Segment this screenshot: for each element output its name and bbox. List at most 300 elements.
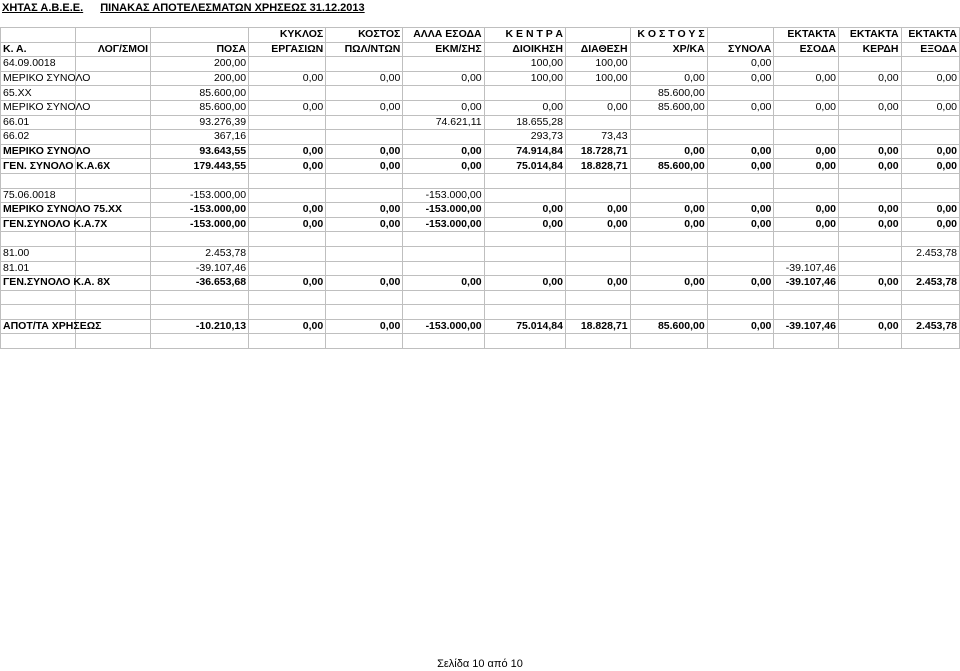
header-cell: ΕΡΓΑΣΙΩΝ [249, 42, 326, 57]
table-cell [630, 188, 707, 203]
table-cell [630, 261, 707, 276]
table-cell [484, 86, 565, 101]
table-cell [484, 173, 565, 188]
table-cell: 85.600,00 [151, 86, 249, 101]
table-cell: 0,00 [326, 71, 403, 86]
table-cell: 200,00 [151, 71, 249, 86]
table-cell: 85.600,00 [630, 100, 707, 115]
table-cell [630, 115, 707, 130]
table-cell [565, 290, 630, 305]
table-cell: 0,00 [403, 71, 484, 86]
header-cell: Κ Ο Σ Τ Ο Υ Σ [630, 28, 707, 43]
table-cell: 0,00 [326, 319, 403, 334]
results-table [0, 27, 960, 349]
table-cell: -10.210,13 [151, 319, 249, 334]
table-cell [326, 130, 403, 145]
table-cell [76, 305, 151, 320]
table-cell [484, 188, 565, 203]
table-cell [774, 290, 839, 305]
table-cell [403, 232, 484, 247]
table-cell: 93.276,39 [151, 115, 249, 130]
table-cell: 0,00 [326, 144, 403, 159]
row-label-cell [1, 290, 76, 305]
header-cell: ΠΟΣΑ [151, 42, 249, 57]
table-cell: -153.000,00 [151, 217, 249, 232]
table-cell [565, 115, 630, 130]
header-cell: ΕΞΟΔΑ [901, 42, 959, 57]
table-cell: 0,00 [326, 276, 403, 291]
table-row [1, 86, 960, 101]
table-cell: 0,00 [707, 203, 774, 218]
report-title: ΠΙΝΑΚΑΣ ΑΠΟΤΕΛΕΣΜΑΤΩΝ ΧΡΗΣΕΩΣ 31.12.2013 [100, 2, 365, 14]
table-cell: 18.828,71 [565, 159, 630, 174]
table-cell [76, 232, 151, 247]
table-cell: 0,00 [630, 203, 707, 218]
header-cell: ΔΙΟΙΚΗΣΗ [484, 42, 565, 57]
row-label-cell [1, 173, 76, 188]
table-cell: 0,00 [565, 100, 630, 115]
table-row [1, 246, 960, 261]
table-cell [630, 57, 707, 72]
table-cell: 2.453,78 [901, 246, 959, 261]
table-cell [76, 188, 151, 203]
table-cell: -39.107,46 [774, 319, 839, 334]
table-cell [249, 232, 326, 247]
table-cell: -153.000,00 [151, 203, 249, 218]
table-cell: 0,00 [249, 159, 326, 174]
table-cell [839, 232, 902, 247]
table-cell: 0,00 [707, 57, 774, 72]
table-cell [901, 232, 959, 247]
table-row [1, 232, 960, 247]
header-cell: ΕΚΜ/ΣΗΣ [403, 42, 484, 57]
row-label-cell [1, 232, 76, 247]
page-footer: Σελίδα 10 από 10 [437, 658, 523, 670]
table-cell [774, 130, 839, 145]
table-row [1, 290, 960, 305]
table-cell [707, 305, 774, 320]
table-cell [326, 57, 403, 72]
table-cell: 0,00 [630, 276, 707, 291]
table-cell: 0,00 [630, 71, 707, 86]
header-cell: ΚΟΣΤΟΣ [326, 28, 403, 43]
table-cell: -39.107,46 [774, 276, 839, 291]
table-cell [707, 261, 774, 276]
table-cell: 74.621,11 [403, 115, 484, 130]
table-cell [484, 232, 565, 247]
header-cell: ΕΚΤΑΚΤΑ [901, 28, 959, 43]
table-cell: 93.643,55 [151, 144, 249, 159]
table-cell [707, 290, 774, 305]
table-cell: 0,00 [484, 203, 565, 218]
table-cell: -153.000,00 [403, 319, 484, 334]
header-row-1 [1, 28, 960, 43]
table-cell [249, 115, 326, 130]
table-cell [249, 188, 326, 203]
table-cell [774, 86, 839, 101]
table-cell [249, 334, 326, 349]
table-cell [326, 305, 403, 320]
table-cell [565, 232, 630, 247]
table-cell: 73,43 [565, 130, 630, 145]
table-cell [901, 305, 959, 320]
table-cell: 367,16 [151, 130, 249, 145]
table-cell: 0,00 [901, 100, 959, 115]
table-cell: 0,00 [565, 276, 630, 291]
table-cell [565, 261, 630, 276]
table-cell: 0,00 [249, 203, 326, 218]
table-cell: 0,00 [774, 217, 839, 232]
table-cell [249, 261, 326, 276]
table-cell: 0,00 [839, 144, 902, 159]
table-cell [707, 86, 774, 101]
table-cell: -153.000,00 [403, 188, 484, 203]
table-cell [76, 261, 151, 276]
table-cell [901, 334, 959, 349]
row-label-cell: ΓΕΝ. ΣΥΝΟΛΟ Κ.Α.6Χ [1, 159, 76, 174]
table-cell: 0,00 [707, 217, 774, 232]
table-cell: 74.914,84 [484, 144, 565, 159]
header-cell: ΠΩΛ/ΝΤΩΝ [326, 42, 403, 57]
table-cell [839, 246, 902, 261]
table-cell [565, 305, 630, 320]
table-cell [839, 115, 902, 130]
table-row [1, 115, 960, 130]
row-label-cell: ΓΕΝ.ΣΥΝΟΛΟ Κ.Α. 8Χ [1, 276, 76, 291]
table-cell: 0,00 [839, 276, 902, 291]
table-cell: 0,00 [249, 100, 326, 115]
table-cell: 100,00 [484, 57, 565, 72]
table-cell [630, 130, 707, 145]
table-cell [249, 130, 326, 145]
table-cell [630, 290, 707, 305]
table-cell [326, 246, 403, 261]
table-cell [151, 232, 249, 247]
table-cell [403, 305, 484, 320]
table-cell: 85.600,00 [630, 159, 707, 174]
table-cell [707, 130, 774, 145]
table-row [1, 276, 960, 291]
table-cell [76, 246, 151, 261]
table-cell [901, 130, 959, 145]
table-cell: 0,00 [774, 71, 839, 86]
table-cell: 0,00 [249, 144, 326, 159]
table-cell [403, 334, 484, 349]
table-cell [565, 86, 630, 101]
table-cell: -153.000,00 [403, 203, 484, 218]
table-cell [565, 173, 630, 188]
table-cell [249, 86, 326, 101]
table-cell [151, 173, 249, 188]
table-cell: 0,00 [565, 203, 630, 218]
row-label-cell: 66.01 [1, 115, 76, 130]
table-cell: 0,00 [774, 100, 839, 115]
table-cell [839, 305, 902, 320]
table-cell: 0,00 [839, 319, 902, 334]
table-cell [151, 305, 249, 320]
table-cell [839, 334, 902, 349]
table-cell [901, 261, 959, 276]
table-cell: 2.453,78 [151, 246, 249, 261]
table-cell: 0,00 [326, 100, 403, 115]
row-label-cell: 65.ΧΧ [1, 86, 76, 101]
table-cell [774, 188, 839, 203]
table-cell [839, 86, 902, 101]
table-cell: -39.107,46 [774, 261, 839, 276]
table-cell [630, 246, 707, 261]
table-cell [249, 290, 326, 305]
table-cell: 85.600,00 [630, 86, 707, 101]
table-cell [839, 261, 902, 276]
table-cell: 0,00 [839, 159, 902, 174]
table-row [1, 144, 960, 159]
table-cell [249, 305, 326, 320]
table-cell [774, 246, 839, 261]
table-cell [774, 115, 839, 130]
table-cell [76, 115, 151, 130]
table-cell [901, 115, 959, 130]
table-cell: 0,00 [774, 159, 839, 174]
table-cell [151, 334, 249, 349]
header-cell [151, 28, 249, 43]
header-cell: ΕΣΟΔΑ [774, 42, 839, 57]
table-cell: 0,00 [403, 100, 484, 115]
table-cell: 18.655,28 [484, 115, 565, 130]
table-cell: 293,73 [484, 130, 565, 145]
table-cell: 0,00 [839, 71, 902, 86]
table-cell [403, 86, 484, 101]
table-cell [403, 57, 484, 72]
table-cell [76, 173, 151, 188]
table-row [1, 173, 960, 188]
table-cell [484, 261, 565, 276]
header-cell: ΕΚΤΑΚΤΑ [774, 28, 839, 43]
table-cell [249, 246, 326, 261]
table-cell [774, 334, 839, 349]
table-cell [76, 86, 151, 101]
table-cell: 0,00 [403, 144, 484, 159]
table-cell: 0,00 [565, 217, 630, 232]
header-cell [707, 28, 774, 43]
table-cell: 0,00 [901, 144, 959, 159]
header-cell: ΛΟΓ/ΣΜΟΙ [76, 42, 151, 57]
table-cell [707, 232, 774, 247]
header-cell [76, 28, 151, 43]
table-cell: 18.828,71 [565, 319, 630, 334]
table-body [1, 28, 960, 349]
table-cell [76, 57, 151, 72]
table-cell: 0,00 [326, 217, 403, 232]
table-cell: 0,00 [707, 159, 774, 174]
header-cell: ΔΙΑΘΕΣΗ [565, 42, 630, 57]
row-label-cell: 64.09.0018 [1, 57, 76, 72]
table-cell: 0,00 [707, 319, 774, 334]
table-cell [403, 130, 484, 145]
table-cell: 0,00 [630, 144, 707, 159]
table-cell: 0,00 [901, 217, 959, 232]
table-cell [839, 188, 902, 203]
table-cell: 0,00 [839, 203, 902, 218]
table-cell [326, 188, 403, 203]
table-cell: 18.728,71 [565, 144, 630, 159]
header-cell: ΣΥΝΟΛΑ [707, 42, 774, 57]
row-label-cell: ΜΕΡΙΚΟ ΣΥΝΟΛΟ [1, 71, 76, 86]
header-cell [565, 28, 630, 43]
table-cell: 0,00 [707, 71, 774, 86]
table-cell: 100,00 [565, 71, 630, 86]
table-cell [707, 246, 774, 261]
row-label-cell: ΑΠΟΤ/ΤΑ ΧΡΗΣΕΩΣ [1, 319, 76, 334]
header-cell: ΚΥΚΛΟΣ [249, 28, 326, 43]
table-row [1, 203, 960, 218]
table-cell [403, 173, 484, 188]
table-cell: 85.600,00 [151, 100, 249, 115]
table-cell: 0,00 [707, 144, 774, 159]
header-row-2 [1, 42, 960, 57]
table-row [1, 305, 960, 320]
table-cell: 0,00 [403, 159, 484, 174]
table-row [1, 319, 960, 334]
table-cell [326, 232, 403, 247]
table-cell: 179.443,55 [151, 159, 249, 174]
table-cell: 0,00 [484, 100, 565, 115]
table-cell [630, 232, 707, 247]
table-cell: 0,00 [326, 203, 403, 218]
table-cell [76, 290, 151, 305]
row-label-cell: 81.00 [1, 246, 76, 261]
table-cell [403, 261, 484, 276]
table-cell [484, 290, 565, 305]
table-row [1, 57, 960, 72]
table-cell: 2.453,78 [901, 319, 959, 334]
table-cell: -36.653,68 [151, 276, 249, 291]
table-cell [484, 305, 565, 320]
header-cell [1, 28, 76, 43]
table-cell [565, 246, 630, 261]
table-cell [774, 173, 839, 188]
table-row [1, 334, 960, 349]
table-cell [901, 188, 959, 203]
header-cell: ΑΛΛΑ ΕΣΟΔΑ [403, 28, 484, 43]
table-cell: 0,00 [403, 276, 484, 291]
table-cell [326, 290, 403, 305]
table-cell: 200,00 [151, 57, 249, 72]
table-cell: 0,00 [774, 144, 839, 159]
table-cell: 0,00 [249, 319, 326, 334]
table-cell [403, 290, 484, 305]
table-cell [774, 305, 839, 320]
table-cell [326, 334, 403, 349]
table-cell [839, 173, 902, 188]
table-cell: 0,00 [707, 100, 774, 115]
table-cell: 100,00 [565, 57, 630, 72]
table-cell [707, 334, 774, 349]
table-cell [839, 290, 902, 305]
table-cell [901, 290, 959, 305]
table-cell [249, 173, 326, 188]
table-cell: 75.014,84 [484, 319, 565, 334]
table-cell: 0,00 [630, 217, 707, 232]
table-cell: 0,00 [774, 203, 839, 218]
table-cell: -153.000,00 [403, 217, 484, 232]
table-cell [630, 334, 707, 349]
table-cell: -39.107,46 [151, 261, 249, 276]
row-label-cell: 66.02 [1, 130, 76, 145]
table-row [1, 217, 960, 232]
table-cell: 2.453,78 [901, 276, 959, 291]
table-cell [839, 57, 902, 72]
table-cell [565, 334, 630, 349]
table-cell [484, 334, 565, 349]
table-cell [151, 290, 249, 305]
table-cell: -153.000,00 [151, 188, 249, 203]
header-cell: ΚΕΡΔΗ [839, 42, 902, 57]
table-cell [76, 334, 151, 349]
table-cell: 85.600,00 [630, 319, 707, 334]
table-row [1, 159, 960, 174]
table-cell: 0,00 [707, 276, 774, 291]
table-cell: 75.014,84 [484, 159, 565, 174]
table-cell [901, 173, 959, 188]
table-cell: 0,00 [901, 71, 959, 86]
table-row [1, 188, 960, 203]
table-cell [707, 173, 774, 188]
header-cell: ΕΚΤΑΚΤΑ [839, 28, 902, 43]
table-cell [326, 86, 403, 101]
row-label-cell: ΜΕΡΙΚΟ ΣΥΝΟΛΟ [1, 100, 76, 115]
table-cell: 0,00 [249, 71, 326, 86]
header-cell: Κ. Α. [1, 42, 76, 57]
row-label-cell: 75.06.0018 [1, 188, 76, 203]
table-cell [249, 57, 326, 72]
row-label-cell [1, 334, 76, 349]
table-cell [326, 261, 403, 276]
table-cell [76, 130, 151, 145]
row-label-cell: ΜΕΡΙΚΟ ΣΥΝΟΛΟ [1, 144, 76, 159]
table-row [1, 130, 960, 145]
row-label-cell: ΜΕΡΙΚΟ ΣΥΝΟΛΟ 75.ΧΧ [1, 203, 76, 218]
table-cell: 0,00 [249, 217, 326, 232]
table-cell [630, 305, 707, 320]
table-cell: 0,00 [484, 217, 565, 232]
table-row [1, 71, 960, 86]
table-cell: 0,00 [839, 217, 902, 232]
row-label-cell [1, 305, 76, 320]
table-cell [630, 173, 707, 188]
table-row [1, 261, 960, 276]
table-cell [484, 246, 565, 261]
header-cell: Κ Ε Ν Τ Ρ Α [484, 28, 565, 43]
table-cell: 0,00 [901, 203, 959, 218]
table-cell: 100,00 [484, 71, 565, 86]
header-cell: ΧΡ/ΚΑ [630, 42, 707, 57]
row-label-cell: 81.01 [1, 261, 76, 276]
table-cell [403, 246, 484, 261]
table-cell [326, 115, 403, 130]
company-name: ΧΗΤΑΣ Α.Β.Ε.Ε. [2, 2, 84, 14]
row-label-cell: ΓΕΝ.ΣΥΝΟΛΟ Κ.Α.7Χ [1, 217, 76, 232]
table-cell [565, 188, 630, 203]
table-cell: 0,00 [839, 100, 902, 115]
page-title [2, 2, 365, 14]
table-cell [707, 115, 774, 130]
table-cell [839, 130, 902, 145]
table-cell: 0,00 [326, 159, 403, 174]
table-cell [901, 57, 959, 72]
table-cell: 0,00 [249, 276, 326, 291]
table-row [1, 100, 960, 115]
table-cell: 0,00 [901, 159, 959, 174]
